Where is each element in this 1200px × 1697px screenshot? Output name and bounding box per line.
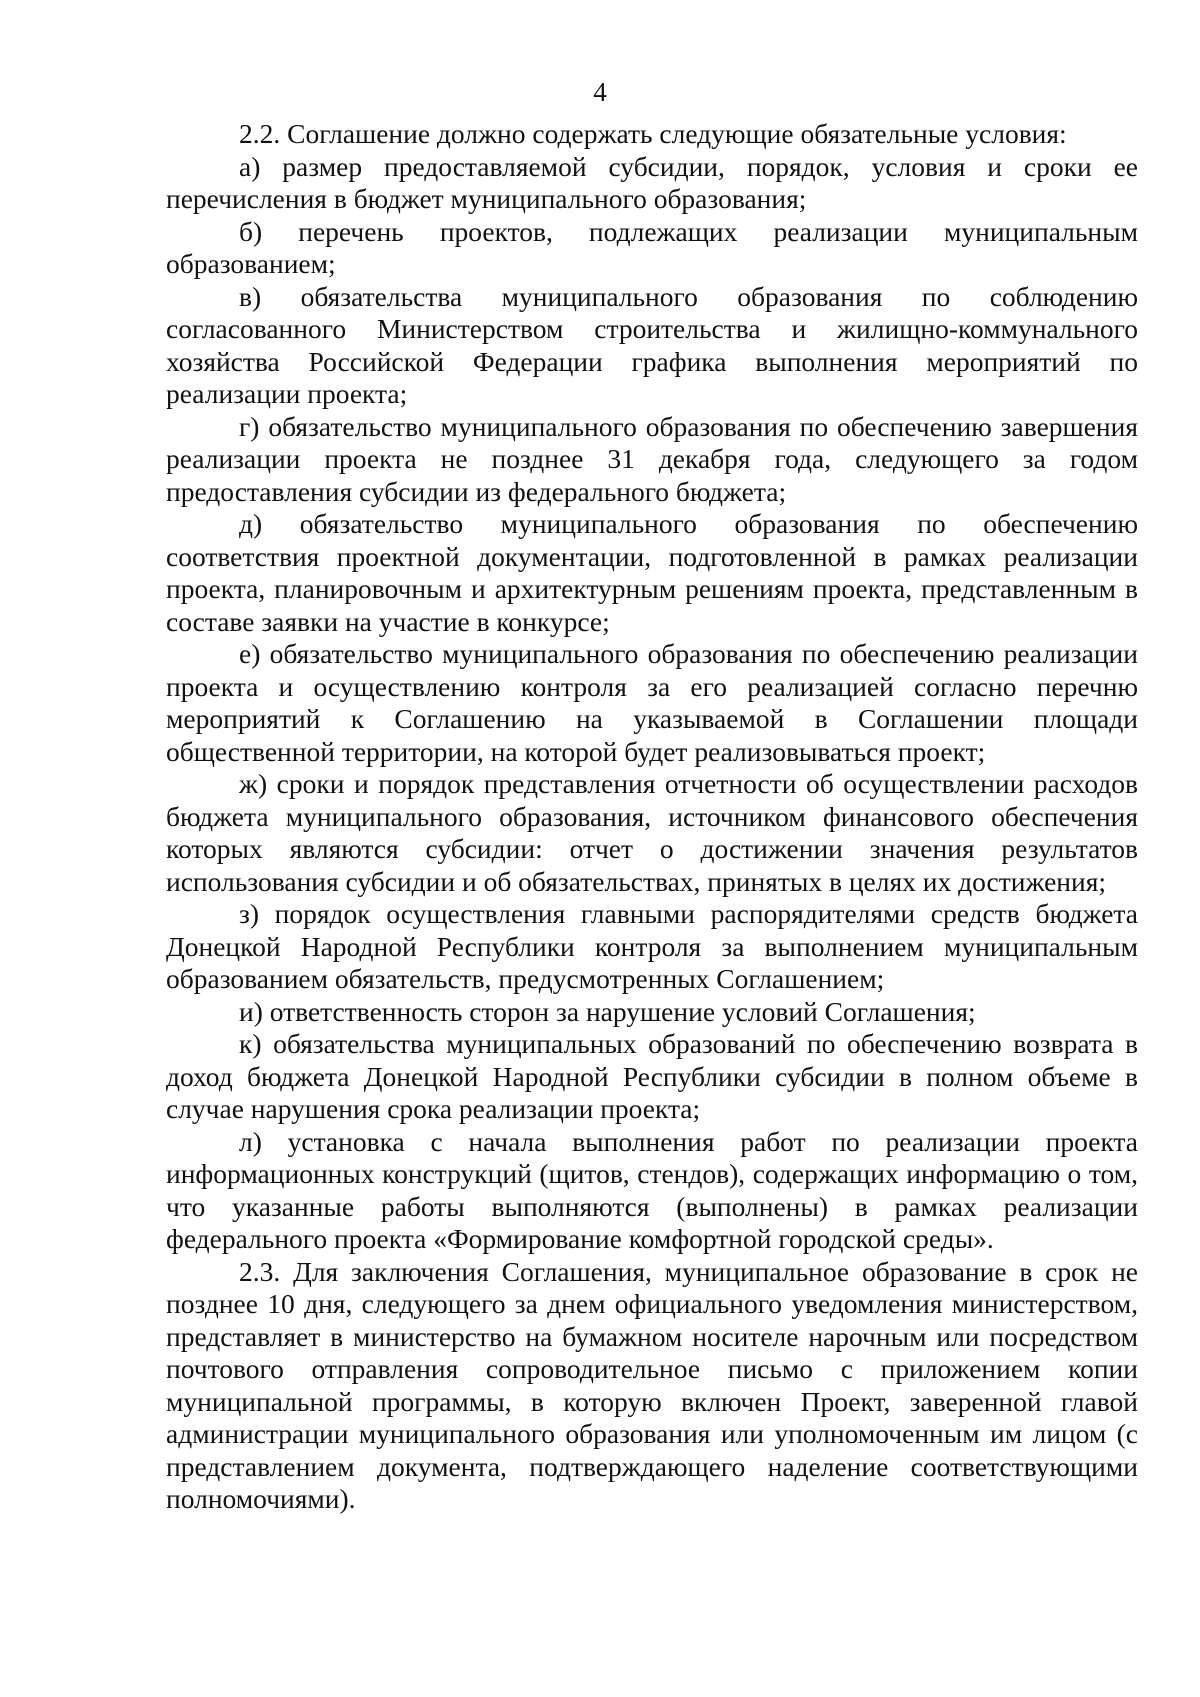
list-item-zh: ж) сроки и порядок представления отчетности об осуществлении расходов бюджета муниципального образования, источником финансового обеспечения которых являются субсидии: отчет о достижении значения результатов использования субсидии и об обязательствах, принятых в целях их достижения; (166, 768, 1138, 897)
list-item-z: з) порядок осуществления главными распорядителями средств бюджета Донецкой Народной Республики контроля за выполнением муниципальным образованием обязательств, предусмотренных Соглашением; (166, 898, 1138, 994)
list-item-i: и) ответственность сторон за нарушение условий Соглашения; (239, 995, 976, 1027)
list-item-a: а) размер предоставляемой субсидии, порядок, условия и сроки ее перечисления в бюджет муниципального образования; (166, 150, 1138, 214)
list-item-g: г) обязательство муниципального образования по обеспечению завершения реализации проекта не позднее 31 декабря года, следующего за годом предоставления субсидии из федерального бюджета; (166, 410, 1138, 507)
list-item-l: л) установка с начала выполнения работ по реализации проекта информационных конструкций (щитов, стендов), содержащих информацию о том, что указанные работы выполняются (выполнены) в рамках реализации федерального проекта «Формирование комфортной городской среды». (166, 1125, 1138, 1254)
page-number: 4 (593, 77, 607, 107)
list-item-b: б) перечень проектов, подлежащих реализации муниципальным образованием; (166, 215, 1138, 279)
list-item-d: д) обязательство муниципального образования по обеспечению соответствия проектной документации, подготовленной в рамках реализации проекта, планировочным и архитектурным решениям проекта, представленным в составе заявки на участие в конкурсе; (166, 508, 1138, 637)
list-item-k: к) обязательства муниципальных образований по обеспечению возврата в доход бюджета Донецкой Народной Республики субсидии в полном объеме в случае нарушения срока реализации проекта; (166, 1028, 1138, 1124)
list-item-e: е) обязательство муниципального образования по обеспечению реализации проекта и осуществлению контроля за его реализацией согласно перечню мероприятий к Соглашению на указываемой в Соглашении площади общественной территории, на которой будет реализовываться проект; (166, 638, 1138, 767)
list-item-v: в) обязательства муниципального образования по соблюдению согласованного Министерством строительства и жилищно-коммунального хозяйства Российской Федерации графика выполнения мероприятий по реализации проекта; (166, 280, 1138, 409)
paragraph-2-2-heading: 2.2. Соглашение должно содержать следующие обязательные условия: (239, 118, 1067, 149)
document-body (166, 118, 1138, 1516)
paragraph-2-3: 2.3. Для заключения Соглашения, муниципальное образование в срок не позднее 10 дня, следующего за днем официального уведомления министерством, представляет в министерство на бумажном носителе нарочным или посредством почтового отправления сопроводительное письмо с приложением копии муниципальной программы, в которую включен Проект, заверенной главой администрации муниципального образования или уполномоченным им лицом (с представлением документа, подтверждающего наделение соответствующими полномочиями). (166, 1255, 1138, 1514)
